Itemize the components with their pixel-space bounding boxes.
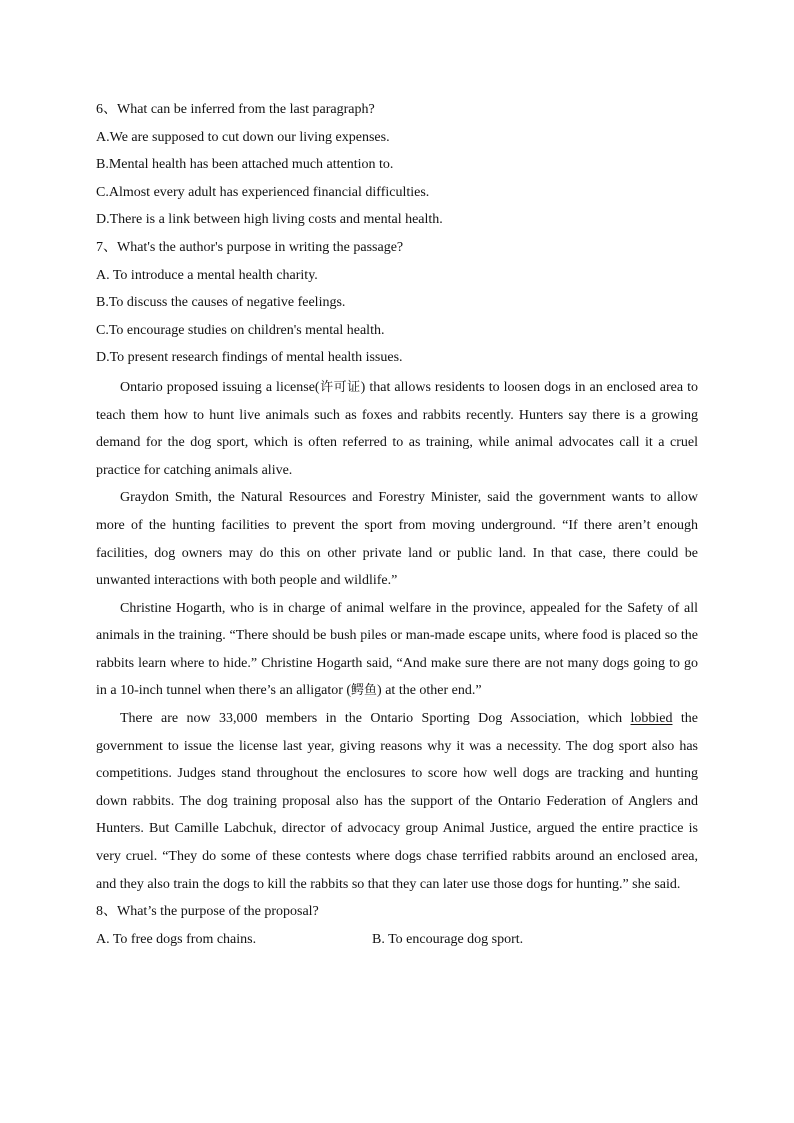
q7-option-a: A. To introduce a mental health charity. [96,267,318,283]
passage-paragraph-3 [96,595,698,705]
q7-option-d: D.To present research findings of mental health issues. [96,350,403,366]
question-6: 6、What can be inferred from the last paragraph? [96,102,375,117]
q8-options-row [96,926,698,954]
underlined-word: lobbied [630,711,673,727]
q7-option-b: B.To discuss the causes of negative feelings. [96,295,346,311]
q6-option-d: D.There is a link between high living costs and mental health. [96,212,443,228]
p3-text-end: ) at the other end.” [377,683,482,699]
p1-chinese-gloss: 许可证 [319,379,361,395]
question-8: 8、What’s the purpose of the proposal? [96,904,319,920]
p4-text-end: the government to issue the license last year, giving reasons why it was a necessity. The dog sport also has competitions. Judges stand throughout the enclosures to score how well dogs are tracking and hunting down rabbits. The dog training proposal also has the support of the Ontario Federation of Anglers and Hunters. But Camille Labchuk, director of advocacy group Animal Justice, argued the entire practice is very cruel. “They do some of these contests where dogs chase terrified rabbits around an enclosed area, and they also train the dogs to kill the rabbits so that they can later use those dogs for hunting.” she said. [96,711,698,892]
q6-option-a: A.We are supposed to cut down our living expenses. [96,129,390,145]
q8-option-a: A. To free dogs from chains. [96,931,257,947]
passage-paragraph-2: Graydon Smith, the Natural Resources and Forestry Minister, said the government wants to allow more of the hunting facilities to prevent the sport from moving underground. “If there aren’t enough facilities, dog owners may do this on other private land or public land. In that case, there could be unwanted interactions with both people and wildlife.” [96,490,698,589]
question-7: 7、What's the author's purpose in writing the passage? [96,239,404,255]
q6-option-b: B.Mental health has been attached much attention to. [96,157,394,173]
p3-chinese-gloss: 鳄鱼 [351,683,378,699]
q7-option-c: C.To encourage studies on children's mental health. [96,322,385,338]
p4-text-start: There are now 33,000 members in the Ontario Sporting Dog Association, which [120,711,623,727]
p1-text-start: Ontario proposed issuing a license( [120,379,320,395]
q8-option-b: B. To encourage dog sport. [372,931,524,947]
q6-option-c: C.Almost every adult has experienced financial difficulties. [96,184,430,200]
p3-text-start: Christine Hogarth, who is in charge of animal welfare in the province, appealed for the Safety of all animals in the training. “There should be bush piles or man-made escape units, where food is placed so the rabbits learn where to hide.” Christine Hogarth said, “And make sure there are not many dogs going to go in a 10-inch tunnel when there’s an alligator ( [96,600,698,699]
passage-paragraph-1 [96,374,698,484]
document-page [96,96,698,953]
p1-text-end: ) that allows residents to loosen dogs in an enclosed area to teach them how to hunt live animals such as foxes and rabbits recently. Hunters say there is a growing demand for the dog sport, which is often referred to as training, while animal advocates call it a cruel practice for catching animals alive. [96,379,699,478]
passage-paragraph-4 [96,705,698,898]
